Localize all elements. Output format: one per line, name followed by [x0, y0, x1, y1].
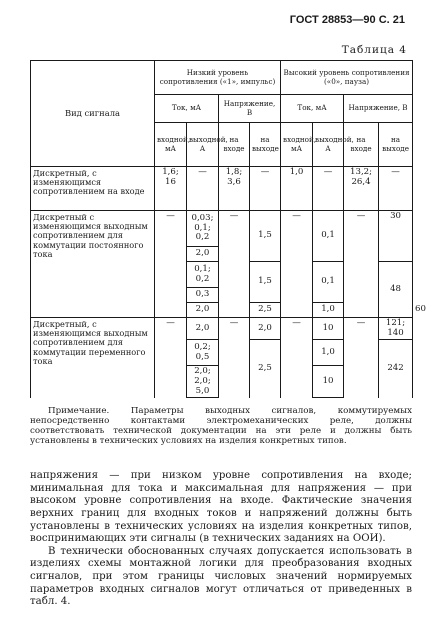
table-cell: — — [344, 318, 379, 398]
table-cell: 1,0 — [313, 303, 344, 318]
group-header-low: Низкий уровень сопротивления («1», импульс) — [155, 61, 281, 95]
table-cell: 30 — [379, 211, 413, 262]
table-row — [31, 211, 413, 247]
header-voltage-high: Напряжение, В — [344, 95, 413, 123]
paragraph: В технически обоснованных случаях допускается использовать в изделиях схемы монтажной логики для преобразования входных сигналов, при этом границы числовых значений нормируемых параметров входных сигналов могут отличаться от приведенных в табл. 4. — [30, 545, 412, 608]
table-cell: — — [379, 167, 413, 211]
header-at-output-low: на выходе — [250, 123, 281, 167]
table-row — [31, 318, 413, 340]
table-note: Примечание. Параметры выходных сигналов, коммутируемых непосредственно контактами электромеханических реле, должны соответствовать технической документации на эти реле и должны быть установлены в технических условиях на изделия конкретных типов. — [30, 406, 412, 446]
col-header-signal: Вид сигнала — [31, 61, 155, 167]
header-at-output-high: на выходе — [379, 123, 413, 167]
table-cell: — — [155, 318, 187, 398]
table-cell: — — [250, 167, 281, 211]
table-cell: 2,5 — [250, 340, 281, 398]
paragraph: напряжения — при низком уровне сопротивления на входе; минимальная для тока и максимальная для напряжения — при высоком уровне сопротивления на входе. Фактические значения верхних границ для входных токов и напряжений должны быть установлены в технических условиях на изделия конкретных типов, воспринимающих эти сигналы (в технических заданиях на ООИ). — [30, 470, 412, 545]
table-row: 2,0 2,5 1,0 60 — [31, 303, 413, 318]
table-cell: 2,0 — [187, 247, 219, 262]
header-input-ma-high: входной, мА — [281, 123, 313, 167]
table-cell: — — [219, 318, 250, 398]
table-cell: 0,1 — [313, 262, 344, 303]
table-row — [31, 167, 413, 211]
table-cell: 0,1; 0,2 — [187, 262, 219, 288]
table-cell: 1,0 — [281, 167, 313, 211]
signal-type-cell: Дискретный, с изменяющимся выходным сопротивлением для коммутации переменного тока — [31, 318, 155, 398]
table-cell: — — [313, 167, 344, 211]
table-cell: 2,0 — [187, 303, 219, 318]
table-cell: 1,5 — [250, 211, 281, 262]
table-cell: — — [187, 167, 219, 211]
page-header: ГОСТ 28853—90 С. 21 — [289, 14, 405, 26]
table-cell: 2,0 — [250, 318, 281, 340]
table-cell: 1,5 — [250, 262, 281, 303]
table-cell: 0,1 — [313, 211, 344, 262]
table-cell: 2,0; 2,0; 5,0 — [187, 366, 219, 398]
table-cell: — — [155, 211, 187, 318]
body-text — [30, 470, 412, 609]
table-cell: 48 — [379, 262, 413, 318]
table-cell: 10 — [313, 318, 344, 340]
table-cell: 242 — [379, 340, 413, 398]
signal-parameters-table — [30, 60, 426, 398]
signal-type-cell: Дискретный, с изменяющимся сопротивлением на входе — [31, 167, 155, 211]
table-cell: 13,2; 26,4 — [344, 167, 379, 211]
table-cell: 1,6; 16 — [155, 167, 187, 211]
table-cell: 10 — [313, 366, 344, 398]
header-at-input-high: на входе — [344, 123, 379, 167]
header-output-a-low: выходной, А — [187, 123, 219, 167]
table-cell: 1,8; 3,6 — [219, 167, 250, 211]
table-cell: — — [344, 211, 379, 318]
header-current-high: Ток, мА — [281, 95, 344, 123]
table-cell: — — [281, 318, 313, 398]
table-cell: 2,0 — [187, 318, 219, 340]
group-header-high: Высокий уровень сопротивления («0», пауза) — [281, 61, 413, 95]
header-current-low: Ток, мА — [155, 95, 219, 123]
header-voltage-low: Напряжение, В — [219, 95, 281, 123]
table-cell: 2,5 — [250, 303, 281, 318]
header-output-a-high: выходной, А — [313, 123, 344, 167]
table-cell: 0,2; 0,5 — [187, 340, 219, 366]
signal-type-cell: Дискретный с изменяющимся выходным сопротивлением для коммутации постоянного тока — [31, 211, 155, 318]
table-cell: 0,03; 0,1; 0,2 — [187, 211, 219, 247]
table-cell: 1,0 — [313, 340, 344, 366]
table-cell: 0,3 — [187, 288, 219, 303]
table-cell: — — [219, 211, 250, 318]
table-caption: Таблица 4 — [341, 44, 407, 56]
table-cell: 121; 140 — [379, 318, 413, 340]
header-at-input-low: на входе — [219, 123, 250, 167]
table-cell: — — [281, 211, 313, 318]
header-input-ma-low: входной, мА — [155, 123, 187, 167]
